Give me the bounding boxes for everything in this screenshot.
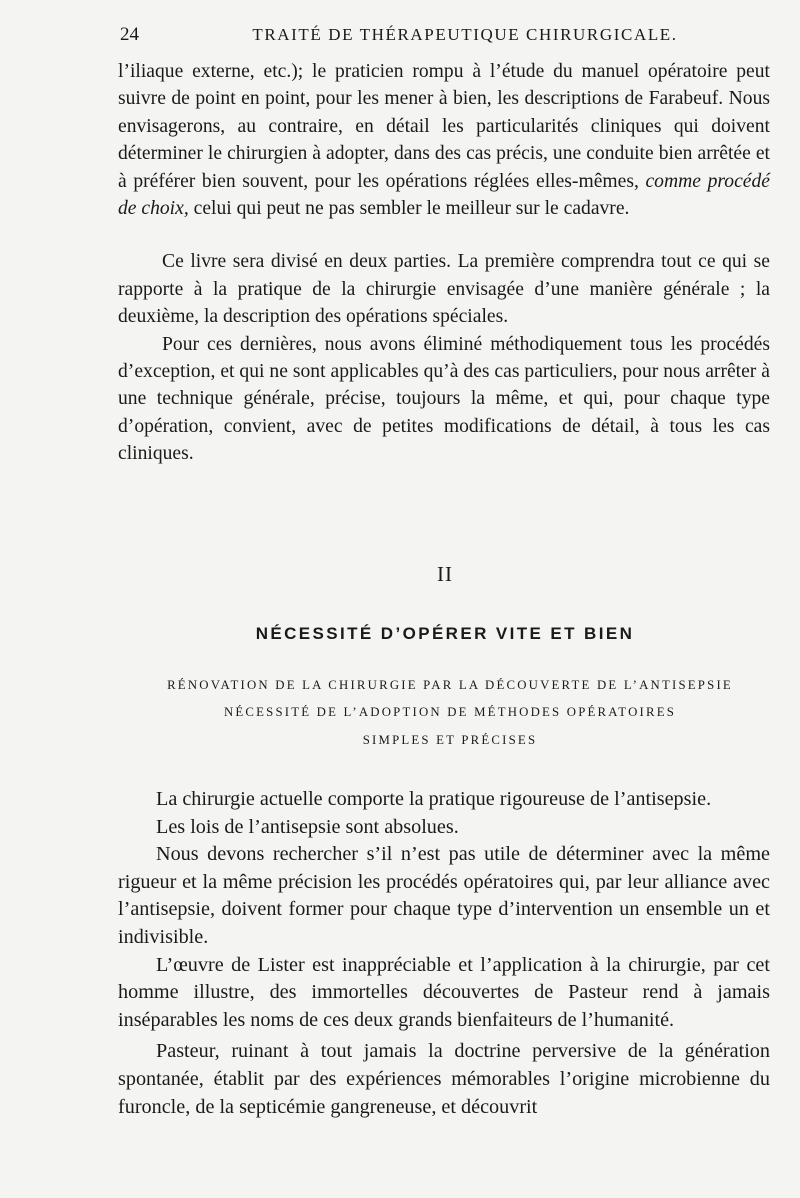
- paragraph-6: Nous devons rechercher s’il n’est pas utile de déterminer avec la même rigueur et la même précision les procédés opératoires qui, par leur alliance avec l’antisepsie, doivent former pour chaque type d’intervention un ensemble un et indivisible.: [118, 843, 770, 948]
- running-title: TRAITÉ DE THÉRAPEUTIQUE CHIRURGICALE.: [252, 25, 678, 44]
- section-heading: NÉCESSITÉ D’OPÉRER VITE ET BIEN: [255, 624, 635, 643]
- paragraph-4: La chirurgie actuelle comporte la pratique rigoureuse de l’antisepsie.: [156, 788, 712, 810]
- section-subheading-2: NÉCESSITÉ DE L’ADOPTION DE MÉTHODES OPÉRATOIRES: [223, 705, 677, 719]
- paragraph-1-emphasis: comme procédé de choix,: [118, 170, 770, 220]
- paragraph-8: Pasteur, ruinant à tout jamais la doctrine perversive de la génération spontanée, établit par des expériences mémorables l’origine microbienne du furoncle, de la septicémie gangreneuse, et découvrit: [118, 1040, 770, 1118]
- running-head: [120, 24, 770, 46]
- section-2-text: [118, 786, 770, 1121]
- paragraph-1: [118, 58, 770, 222]
- section-1-text: [118, 58, 770, 468]
- page-number: 24: [120, 24, 139, 45]
- paragraph-5: Les lois de l’antisepsie sont absolues.: [156, 815, 459, 838]
- paragraph-3: Pour ces dernières, nous avons éliminé méthodiquement tous les procédés d’exception, et qui ne sont applicables qu’à des cas particuliers, pour nous arrêter à une technique générale, précise, toujours la même, et qui, pour chaque type d’opération, convient, avec de petites modifications de détail, à tous les cas cliniques.: [118, 333, 770, 465]
- section-subheading-1: RÉNOVATION DE LA CHIRURGIE PAR LA DÉCOUVERTE DE L’ANTISEPSIE: [167, 678, 733, 692]
- section-number: II: [437, 562, 453, 586]
- paragraph-2: Ce livre sera divisé en deux parties. La première comprendra tout ce qui se rapporte à la pratique de la chirurgie envisagée d’une manière générale ; la deuxième, la description des opérations spéciales.: [118, 251, 770, 328]
- paragraph-7: L’œuvre de Lister est inappréciable et l’application à la chirurgie, par cet homme illustre, des immortelles découvertes de Pasteur rend à jamais inséparables les noms de ces deux grands bienfaiteurs de l’humanité.: [118, 953, 770, 1031]
- paragraph-1-text: l’iliaque externe, etc.); le praticien rompu à l’étude du manuel opératoire peut suivre de point en point, pour les mener à bien, les descriptions de Farabeuf. Nous envisagerons, au contraire, en détail les particularités cliniques qui doivent déterminer le chirurgien à adopter, dans des cas précis, une conduite bien arrêtée et à préférer bien souvent, pour les opérations réglées elles-mêmes,: [118, 61, 770, 192]
- paragraph-1-end: celui qui peut ne pas sembler le meilleur sur le cadavre.: [193, 198, 630, 220]
- section-subheading-3: SIMPLES ET PRÉCISES: [362, 733, 538, 747]
